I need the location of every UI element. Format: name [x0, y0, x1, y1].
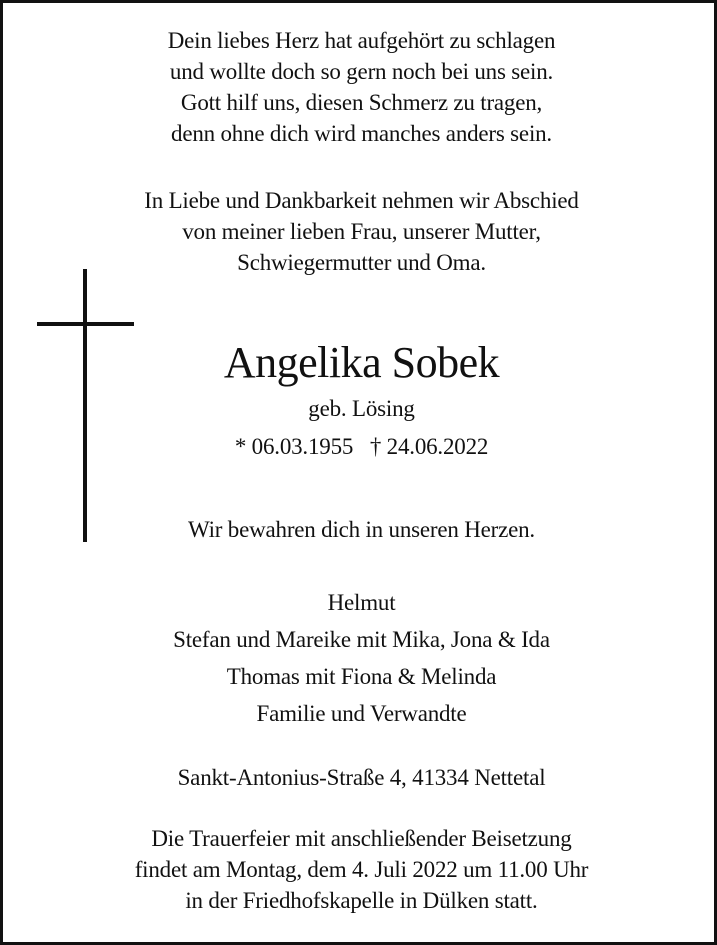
closing-line: Wir bewahren dich in unseren Herzen.: [188, 517, 535, 542]
mourner-line-1: Helmut: [327, 590, 396, 615]
poem-line-4: denn ohne dich wird manches anders sein.: [171, 121, 552, 146]
address-line: Sankt-Antonius-Straße 4, 41334 Nettetal: [177, 765, 546, 790]
life-dates: * 06.03.1955 † 24.06.2022: [234, 434, 489, 459]
intro-line-1: In Liebe und Dankbarkeit nehmen wir Abschied: [144, 188, 579, 213]
poem-line-3: Gott hilf uns, diesen Schmerz zu tragen,: [180, 90, 543, 115]
ceremony-line-1: Die Trauerfeier mit anschließender Beisetzung: [151, 826, 572, 851]
mourner-line-4: Familie und Verwandte: [256, 701, 467, 726]
poem-line-1: Dein liebes Herz hat aufgehört zu schlagen: [167, 28, 556, 53]
poem-line-2: und wollte doch so gern noch bei uns sein.: [169, 59, 554, 84]
mourner-line-3: Thomas mit Fiona & Melinda: [226, 664, 497, 689]
ceremony-line-2: findet am Montag, dem 4. Juli 2022 um 11.00 Uhr: [134, 857, 589, 882]
deceased-name: Angelika Sobek: [223, 338, 500, 387]
intro-line-3: Schwiegermutter und Oma.: [237, 250, 486, 275]
intro-line-2: von meiner lieben Frau, unserer Mutter,: [182, 219, 541, 244]
mourner-line-2: Stefan und Mareike mit Mika, Jona & Ida: [173, 627, 550, 652]
maiden-name: geb. Lösing: [308, 396, 415, 421]
ceremony-line-3: in der Friedhofskapelle in Dülken statt.: [185, 888, 538, 913]
cross-horizontal-bar: [37, 322, 134, 326]
